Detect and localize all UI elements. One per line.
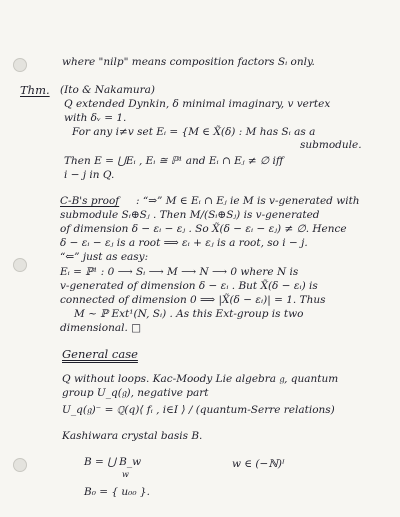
proof-line: v-generated of dimension δ − εᵢ . But X̃(δ − εᵢ) is: [60, 280, 318, 292]
proof-line: : “⇒” M ∈ Eᵢ ∩ Eⱼ ie M is v-generated with: [136, 195, 360, 207]
general-line: w ∈ (−ℕ)ᴵ: [232, 458, 285, 470]
general-line: B = ⋃ B_w: [84, 456, 142, 468]
general-line: B₀ = { u₀₀ }.: [84, 486, 150, 498]
proof-line: submodule Sᵢ⊕Sⱼ . Then M/(Sᵢ⊕Sⱼ) is v-generated: [60, 209, 320, 221]
theorem-line: Then E = ⋃Eᵢ , Eᵢ ≅ ℙ¹ and Eᵢ ∩ Eⱼ ≠ ∅ iff: [64, 155, 284, 167]
punch-hole: [13, 58, 27, 72]
punch-hole: [13, 458, 27, 472]
theorem-line: For any i≠v set Eᵢ = {M ∈ X̃(δ) : M has Sᵢ as a: [72, 126, 316, 138]
proof-line: Eᵢ = ℙ¹ : 0 ⟶ Sᵢ ⟶ M ⟶ N ⟶ 0 where N is: [60, 266, 299, 278]
theorem-line: Q extended Dynkin, δ minimal imaginary, v vertex: [64, 98, 331, 110]
intro-line: where "nilp" means composition factors Sᵢ only.: [62, 56, 315, 68]
theorem-line: i − j in Q.: [64, 169, 115, 181]
general-line: group U_q(𝔤), negative part: [62, 387, 209, 399]
general-line: Q without loops. Kac-Moody Lie algebra 𝔤, quantum: [62, 373, 339, 385]
proof-line: dimensional. □: [60, 322, 142, 334]
proof-line: connected of dimension 0 ⟹ |X̃(δ − εᵢ)| = 1. Thus: [60, 294, 326, 306]
theorem-label: Thm.: [20, 83, 50, 97]
general-line: U_q(𝔤)⁻ = ℚ(q)⟨ fᵢ , i∈I ⟩ / (quantum-Serre relations): [62, 404, 335, 416]
proof-line: of dimension δ − εᵢ − εⱼ . So X̃(δ − εᵢ − εⱼ) ≠ ∅. Hence: [60, 223, 347, 235]
section-heading: General case: [62, 347, 138, 361]
punch-hole: [13, 258, 27, 272]
theorem-line: submodule.: [300, 139, 362, 151]
theorem-authors: (Ito & Nakamura): [60, 84, 155, 96]
proof-line: M ~ ℙ Ext¹(N, Sᵢ) . As this Ext-group is two: [74, 308, 304, 320]
general-line: Kashiwara crystal basis B.: [62, 430, 203, 442]
proof-line: δ − εᵢ − εⱼ is a root ⟹ εᵢ + εⱼ is a root, so i − j.: [60, 237, 308, 249]
proof-line: “⇐” just as easy:: [60, 251, 149, 263]
theorem-line: with δᵥ = 1.: [64, 112, 127, 124]
union-index: w: [122, 470, 129, 479]
proof-label: C-B's proof: [60, 195, 120, 207]
